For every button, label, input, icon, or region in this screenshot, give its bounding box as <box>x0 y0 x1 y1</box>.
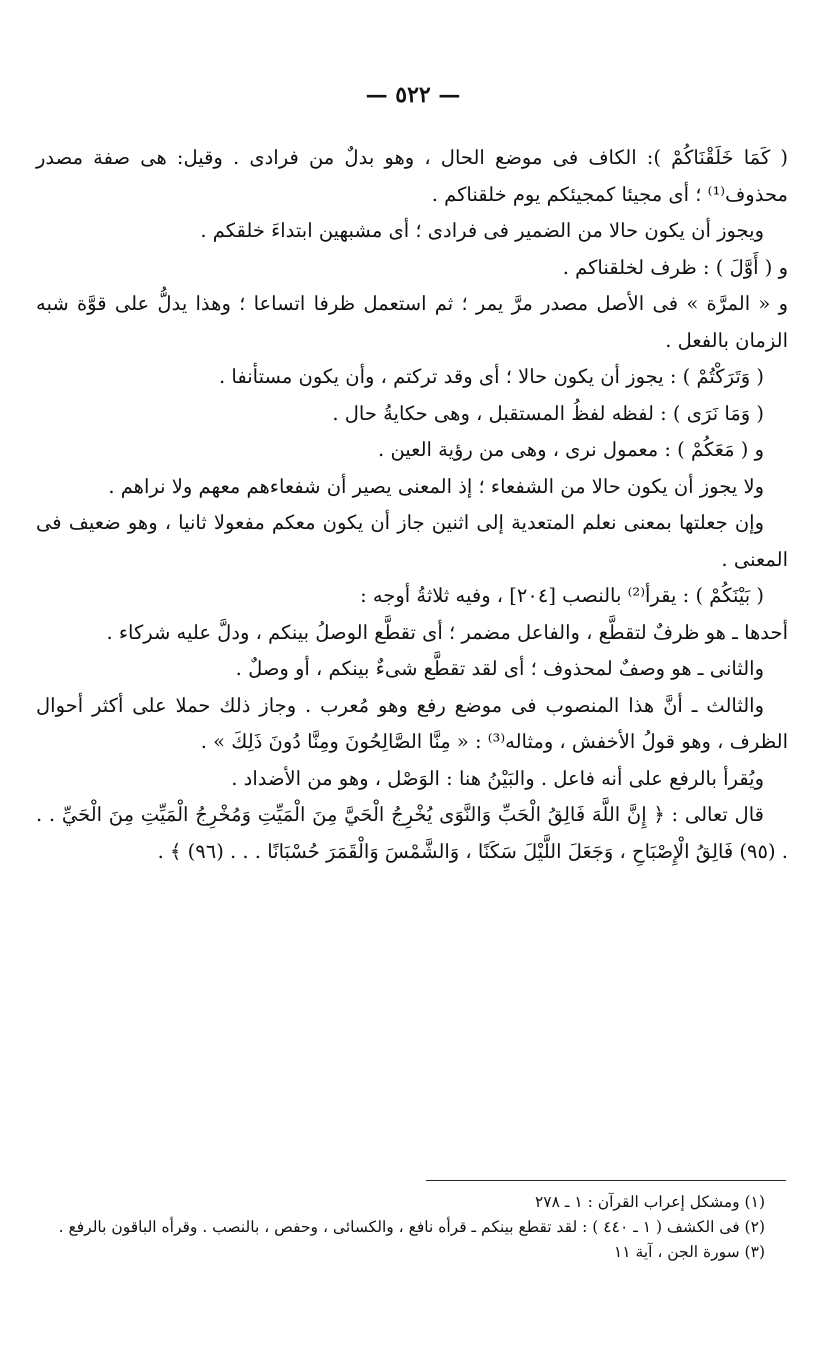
paragraph: ولا يجوز أن يكون حالا من الشفعاء ؛ إذ المعنى يصير أن شفعاءهم معهم ولا نراهم . <box>108 474 764 498</box>
paragraph: والثانى ـ هو وصفٌ لمحذوف ؛ أى لقد تقطَّع شىءٌ بينكم ، أو وصلٌ . <box>235 657 764 680</box>
footnote: (١) ومشكل إعراب القرآن : ١ ـ ٢٧٨ <box>534 1193 765 1211</box>
paragraph: و ( أَوَّلَ ) : ظرف لخلقناكم . <box>562 255 788 279</box>
paragraph: ويجوز أن يكون حالا من الضمير فى فرادى ؛ أى مشبهين ابتداءَ خلقكم . <box>200 219 764 242</box>
paragraph: و « المرَّة » فى الأصل مصدر مرَّ يمر ؛ ثم استعمل ظرفا اتساعا ؛ وهذا يدلُّ على قوَّة شبه الزمان بالفعل . <box>36 292 788 352</box>
footnote: (٢) فى الكشف ( ١ ـ ٤٤٠ ) : لقد تقطع بينكم ـ قرأه نافع ، والكسائى ، وحفص ، بالنصب . وقرأه الباقون بالرفع . <box>58 1218 765 1236</box>
page-number: — ٥٢٢ — <box>365 82 461 108</box>
paragraph: و ( مَعَكُمْ ) : معمول نرى ، وهى من رؤية العين . <box>378 438 764 461</box>
paragraph: ( وَتَرَكْتُمْ ) : يجوز أن يكون حالا ؛ أى وقد تركتم ، وأن يكون مستأنفا . <box>219 365 764 388</box>
paragraph: أحدها ـ هو ظرفٌ لتقطَّع ، والفاعل مضمر ؛ أى تقطَّع الوصلُ بينكم ، ودلَّ عليه شركاء . <box>106 620 788 644</box>
paragraph: قال تعالى : ﴿ إِنَّ اللَّهَ فَالِقُ الْحَبِّ وَالنَّوَى يُخْرِجُ الْحَيَّ مِنَ الْمَيِّتِ وَمُخْرِجُ الْمَيِّتِ مِنَ الْحَيِّ . . . (٩٥) فَالِقُ الْإِصْبَاحِ ، وَجَعَلَ اللَّيْلَ سَكَنًا ، وَالشَّمْسَ وَالْقَمَرَ حُسْبَانًا . . . (٩٦) ﴾ . <box>36 803 788 863</box>
paragraph: ( بَيْنَكُمْ ) : يقرأ⁽²⁾ بالنصب [٢٠٤] ، وفيه ثلاثةُ أوجه : <box>360 584 764 607</box>
paragraph: والثالث ـ أنَّ هذا المنصوب فى موضع رفع وهو مُعرب . وجاز ذلك حملا على أكثر أحوال الظرف ، وهو قولُ الأخفش ، ومثاله⁽³⁾ : « مِنَّا الصَّالِحُونَ ومِنَّا دُونَ ذَلِكَ » . <box>36 693 788 753</box>
paragraph: وإن جعلتها بمعنى نعلم المتعدية إلى اثنين جاز أن يكون معكم مفعولا ثانيا ، وهو ضعيف فى المعنى . <box>36 511 788 571</box>
footnotes <box>50 1190 785 1265</box>
paragraph: ( وَمَا نَرَى ) : لفظه لفظُ المستقبل ، وهى حكايةُ حال . <box>332 401 764 425</box>
paragraph: ويُقرأ بالرفع على أنه فاعل . والبَيْنُ هنا : الوَصْل ، وهو من الأضداد . <box>231 766 764 790</box>
main-text <box>36 140 788 870</box>
footnote-divider <box>426 1180 786 1181</box>
paragraph: ( كَمَا خَلَقْنَاكُمْ ): الكاف فى موضع الحال ، وهو بدلٌ من فرادى . وقيل: هى صفة مصدر محذوف⁽¹⁾ ؛ أى مجيئا كمجيئكم يوم خلقناكم . <box>36 146 788 206</box>
footnote: (٣) سورة الجن ، آية ١١ <box>613 1243 765 1261</box>
